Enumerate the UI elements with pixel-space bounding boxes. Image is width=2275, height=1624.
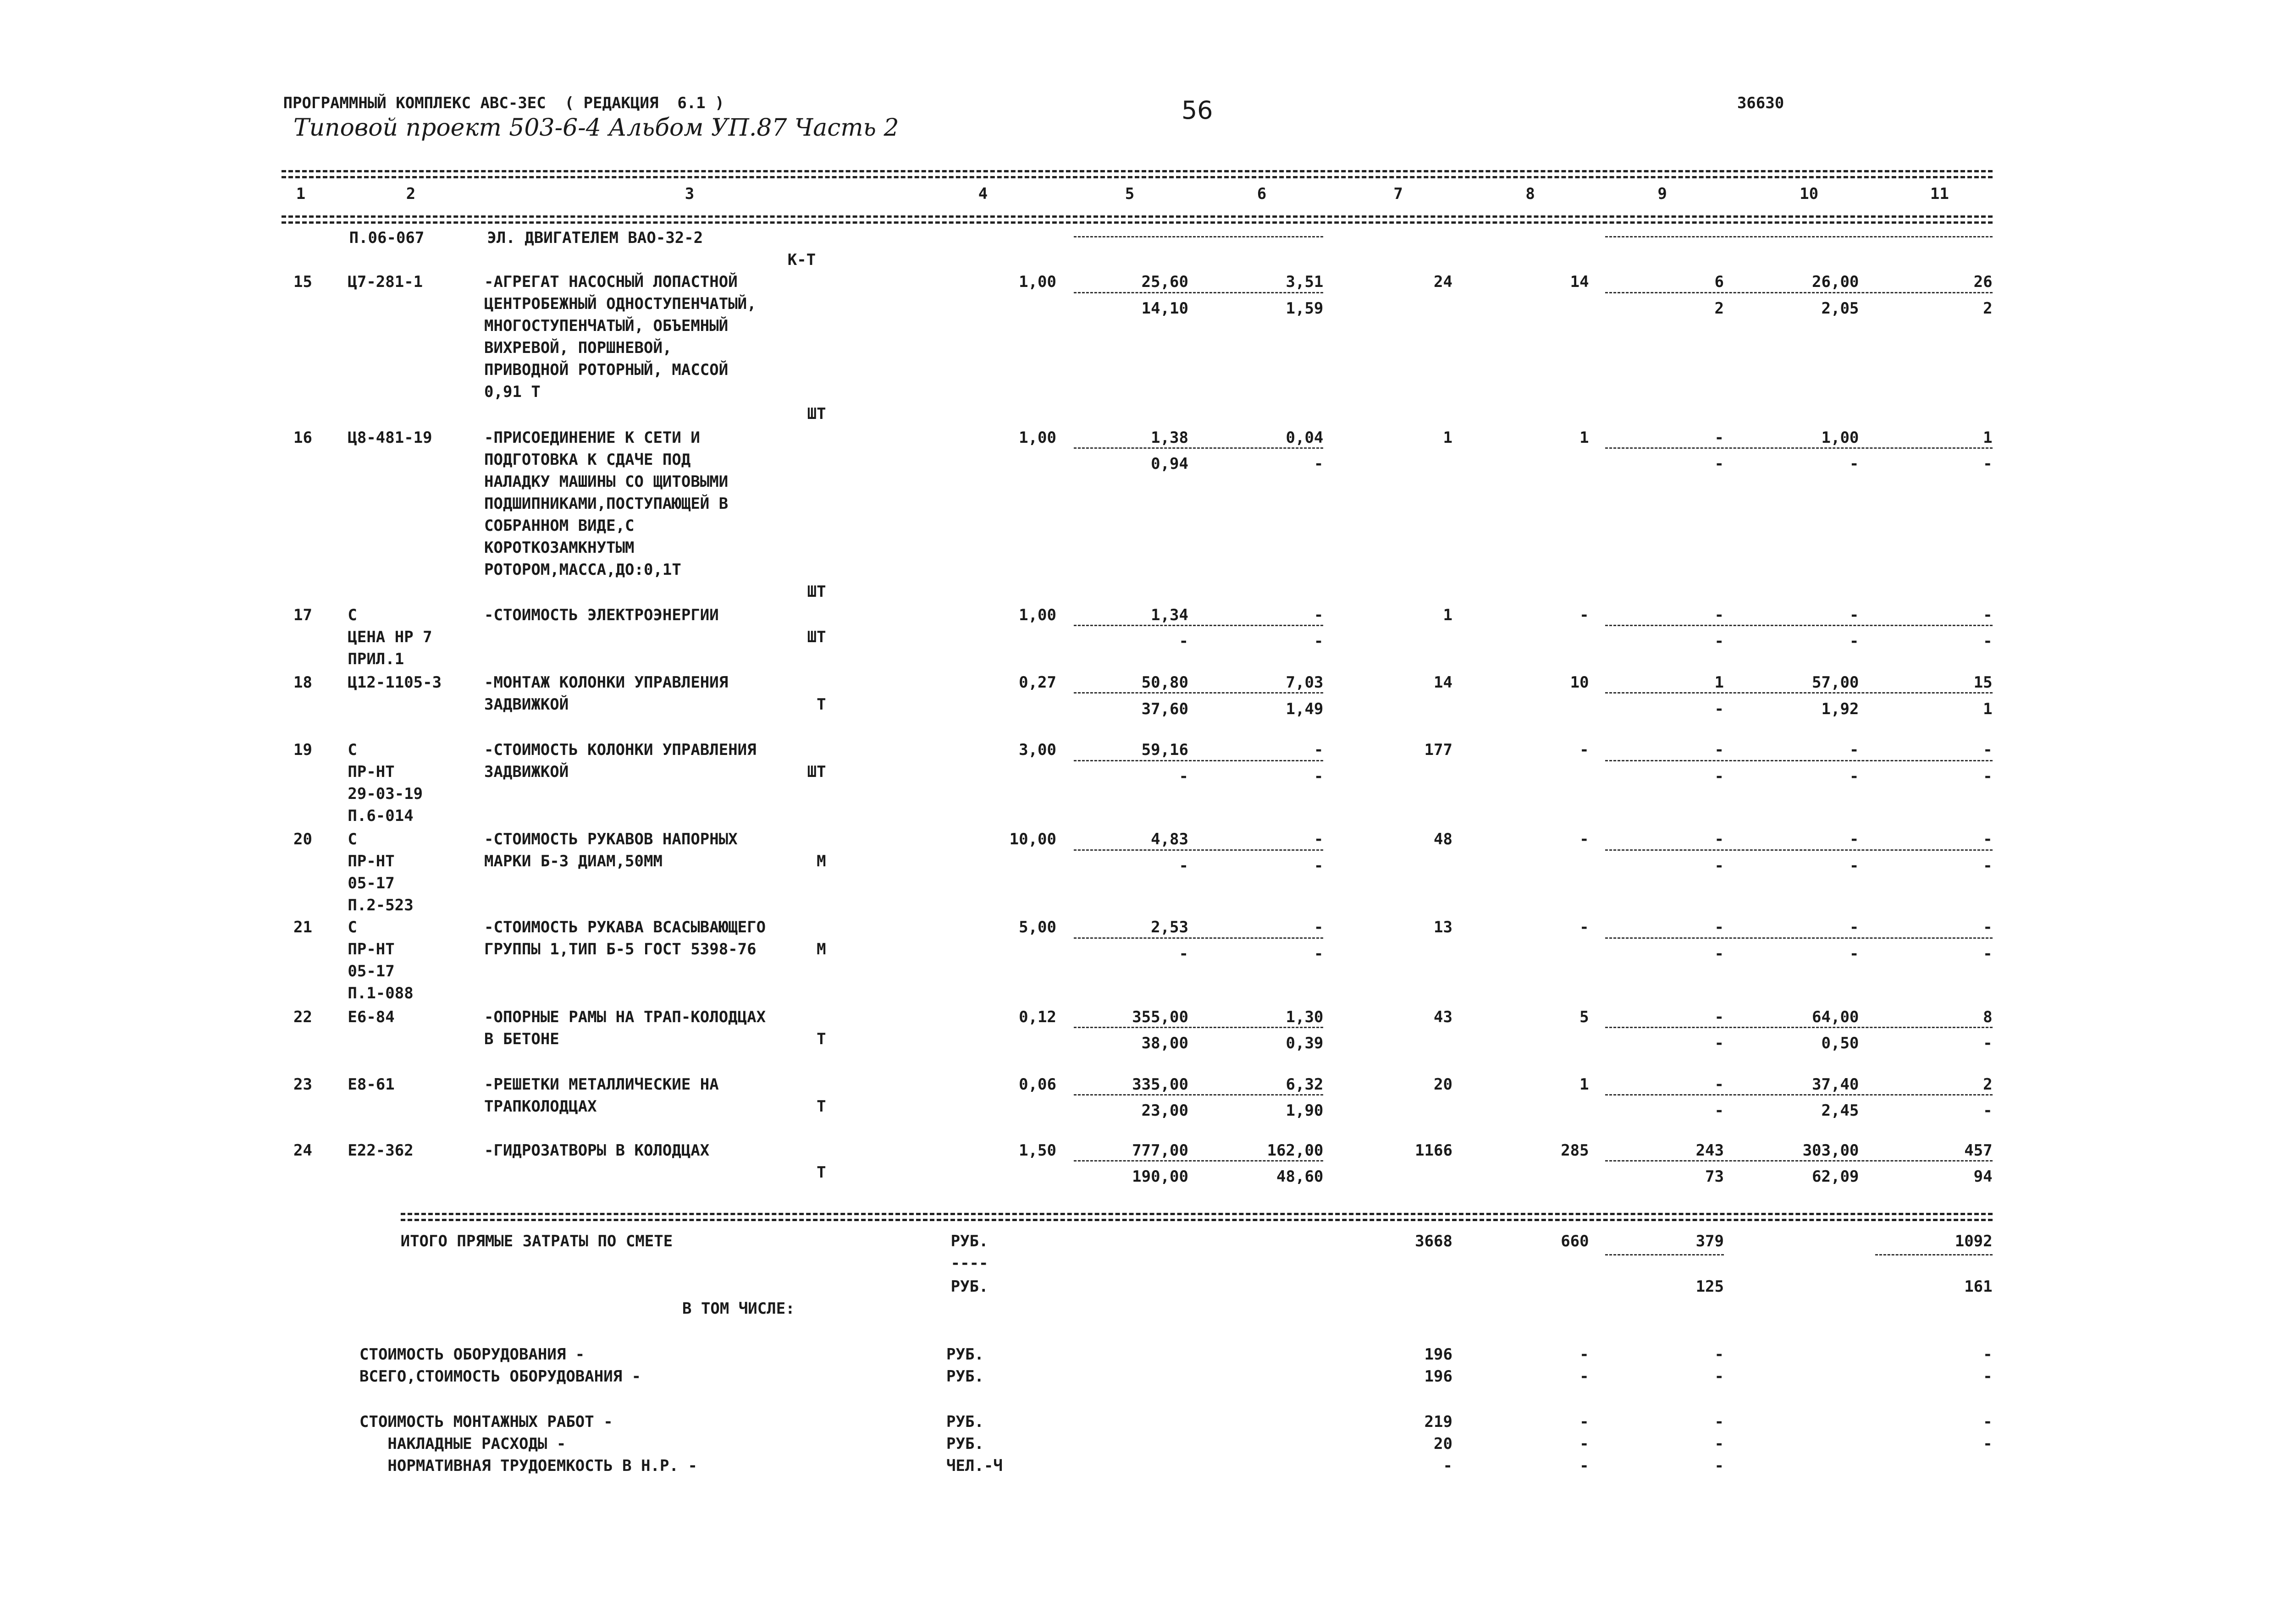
column-header-9: 9 [1657,185,1667,204]
summary-line-wage: - [1579,1367,1589,1386]
row-description: 0,91 Т [484,383,541,402]
row-labor-total-sub: - [1983,945,1993,963]
row-labor-unit: 26,00 [1812,273,1859,292]
row-unit-wage: - [1314,606,1324,624]
row-unit-cost-sub: 190,00 [1132,1167,1188,1186]
row-description: ГРУППЫ 1,ТИП Б-5 ГОСТ 5398-76 [484,940,756,959]
row-number: 16 [293,428,312,447]
row-labor-unit: - [1849,606,1859,624]
row-labor-unit: 57,00 [1812,673,1859,692]
row-code: ПР-НТ [348,852,395,871]
row-quantity: 1,50 [1019,1141,1056,1160]
row-machine-cost-sub: - [1714,767,1724,786]
row-sub-rule-2 [1605,292,1993,293]
row-unit-cost-sub: 14,10 [1141,299,1188,318]
row-unit-wage: 162,00 [1267,1141,1324,1160]
row-sub-rule [1074,849,1323,851]
row-unit-cost: 777,00 [1132,1141,1188,1160]
row-unit-cost: 1,34 [1151,606,1188,624]
row-unit: ШТ [807,405,826,424]
subtotal-machine: 125 [1695,1277,1724,1296]
row-unit: Т [817,695,826,714]
row-description: ПРИВОДНОЙ РОТОРНЫЙ, МАССОЙ [484,361,729,380]
row-code: ЦЕНА НР 7 [348,628,432,646]
row-labor-unit: 303,00 [1802,1141,1859,1160]
summary-rule-2 [401,1219,1993,1221]
row-total-wage: 285 [1561,1141,1589,1160]
row-machine-cost: 6 [1714,273,1724,292]
row-machine-cost-sub: - [1714,699,1724,718]
row-unit-cost: 50,80 [1141,673,1188,692]
summary-line-label: НАКЛАДНЫЕ РАСХОДЫ - [359,1434,566,1453]
row-unit-wage-sub: - [1314,857,1324,875]
summary-line-labor: - [1983,1412,1993,1431]
row-number: 19 [293,741,312,760]
row-labor-total: 26 [1973,273,1993,292]
row-total-wage: 5 [1579,1007,1589,1026]
row-sub-rule [1074,447,1323,449]
row-unit-wage: - [1314,741,1324,760]
summary-line-machine: - [1714,1367,1724,1386]
row-unit-cost: 2,53 [1151,918,1188,937]
total-cost: 3668 [1415,1232,1452,1251]
summary-line-wage: - [1579,1345,1589,1364]
row-unit: ШТ [807,628,826,646]
summary-line-unit: РУБ. [946,1367,984,1386]
row-unit-wage-sub: - [1314,632,1324,651]
total-sub-rule [1605,1254,1724,1255]
row-machine-cost-sub: 73 [1705,1167,1724,1186]
row-description: -МОНТАЖ КОЛОНКИ УПРАВЛЕНИЯ [484,673,729,692]
row-labor-unit-sub: - [1849,767,1859,786]
summary-line-labor: - [1983,1367,1993,1386]
column-header-5: 5 [1125,185,1135,204]
row-unit-wage: - [1314,918,1324,937]
row-labor-total: 15 [1973,673,1993,692]
row-sub-rule-2 [1605,625,1993,626]
row-total-cost: 1 [1443,606,1452,624]
row-description: РОТОРОМ,МАССА,ДО:0,1Т [484,560,681,579]
row-code: С [348,741,357,760]
row-code: ПРИЛ.1 [348,650,404,668]
summary-line-unit: РУБ. [946,1412,984,1431]
row-unit-wage-sub: 0,39 [1286,1034,1324,1053]
row-labor-total: - [1983,741,1993,760]
header-rule [282,215,1992,218]
row-labor-total: - [1983,918,1993,937]
row-sub-rule-2 [1605,849,1993,851]
row-total-wage: - [1579,606,1589,624]
row-labor-unit-sub: - [1849,945,1859,963]
row-machine-cost-sub: - [1714,1101,1724,1120]
row-labor-total: 457 [1964,1141,1993,1160]
row-total-cost: 48 [1434,830,1452,849]
row-labor-unit: 37,40 [1812,1075,1859,1094]
row-sub-rule-2 [1605,760,1993,761]
row-quantity: 3,00 [1019,741,1056,760]
row-number: 24 [293,1141,312,1160]
row-labor-unit: - [1849,741,1859,760]
row-code: П.6-014 [348,807,414,826]
top-rule-2 [282,176,1992,178]
continuation-desc: ЭЛ. ДВИГАТЕЛЕМ ВАО-32-2 [487,229,703,248]
column-header-4: 4 [978,185,988,204]
column-header-8: 8 [1525,185,1535,204]
row-description: ПОДГОТОВКА К СДАЧЕ ПОД [484,450,691,469]
row-unit-cost-sub: 23,00 [1141,1101,1188,1120]
row-machine-cost: - [1714,428,1724,447]
row-code: С [348,606,357,624]
row-labor-total-sub: - [1983,1034,1993,1053]
row-description: ЗАДВИЖКОЙ [484,695,569,714]
row-total-wage: 14 [1570,273,1589,292]
row-description: КОРОТКОЗАМКНУТЫМ [484,538,635,557]
total-machine: 379 [1695,1232,1724,1251]
row-labor-unit-sub: 62,09 [1812,1167,1859,1186]
row-code: С [348,918,357,937]
row-sub-rule [1074,1160,1323,1162]
row-sub-rule [1074,692,1323,694]
summary-line-wage: - [1579,1434,1589,1453]
summary-line-machine: - [1714,1345,1724,1364]
top-rule [282,170,1992,172]
continuation-rule [1074,236,1323,237]
row-description: МАРКИ Б-3 ДИАМ,50ММ [484,852,663,871]
column-header-3: 3 [685,185,695,204]
row-sub-rule-2 [1605,937,1993,939]
row-description: ЦЕНТРОБЕЖНЫЙ ОДНОСТУПЕНЧАТЫЙ, [484,295,756,314]
row-unit-cost-sub: 38,00 [1141,1034,1188,1053]
row-unit-wage-sub: 1,90 [1286,1101,1324,1120]
row-unit-wage: 1,30 [1286,1007,1324,1026]
row-unit-cost: 1,38 [1151,428,1188,447]
summary-line-cost: 196 [1424,1345,1452,1364]
summary-rule [401,1213,1993,1215]
project-title: Типовой проект 503-6-4 Альбом УП.87 Часть 2 [293,114,899,142]
row-sub-rule-2 [1605,1027,1993,1028]
summary-line-labor: - [1983,1345,1993,1364]
summary-line-unit: РУБ. [946,1434,984,1453]
row-code: П.1-088 [348,984,414,1003]
row-machine-cost: 1 [1714,673,1724,692]
row-labor-total-sub: - [1983,455,1993,473]
row-code: Ц12-1105-3 [348,673,442,692]
row-total-wage: - [1579,741,1589,760]
row-machine-cost-sub: - [1714,945,1724,963]
row-description: -АГРЕГАТ НАСОСНЫЙ ЛОПАСТНОЙ [484,273,738,292]
row-labor-unit: - [1849,830,1859,849]
row-unit: М [817,940,826,959]
column-header-11: 11 [1930,185,1949,204]
row-code: ПР-НТ [348,940,395,959]
row-labor-unit-sub: 1,92 [1821,699,1859,718]
row-code: 05-17 [348,874,395,893]
summary-line-cost: 219 [1424,1412,1452,1431]
row-description: СОБРАННОМ ВИДЕ,С [484,516,635,535]
summary-line-machine: - [1714,1412,1724,1431]
row-sub-rule-2 [1605,1160,1993,1162]
row-machine-cost: - [1714,1075,1724,1094]
row-unit: ШТ [807,763,826,782]
row-labor-total-sub: - [1983,767,1993,786]
row-labor-unit-sub: 0,50 [1821,1034,1859,1053]
row-description: В БЕТОНЕ [484,1029,559,1048]
row-number: 15 [293,273,312,292]
total-unit-dash: ---- [950,1254,988,1273]
row-sub-rule-2 [1605,692,1993,694]
row-labor-total-sub: - [1983,632,1993,651]
row-unit-cost-sub: 0,94 [1151,455,1188,473]
row-machine-cost-sub: - [1714,632,1724,651]
row-number: 20 [293,830,312,849]
row-machine-cost: - [1714,606,1724,624]
document-number: 36630 [1737,94,1784,112]
row-labor-unit-sub: - [1849,455,1859,473]
row-unit-wage-sub: - [1314,767,1324,786]
summary-line-machine: - [1714,1456,1724,1475]
row-machine-cost-sub: - [1714,1034,1724,1053]
summary-line-label: СТОИМОСТЬ МОНТАЖНЫХ РАБОТ - [359,1412,613,1431]
row-code: С [348,830,357,849]
summary-line-labor: - [1983,1434,1993,1453]
row-labor-unit: - [1849,918,1859,937]
row-machine-cost: - [1714,918,1724,937]
row-quantity: 10,00 [1009,830,1056,849]
row-number: 18 [293,673,312,692]
row-description: -СТОИМОСТЬ РУКАВОВ НАПОРНЫХ [484,830,738,849]
row-code: 05-17 [348,962,395,981]
column-header-7: 7 [1393,185,1403,204]
including-label: В ТОМ ЧИСЛЕ: [682,1299,795,1318]
row-labor-total: 8 [1983,1007,1993,1026]
program-title: ПРОГРАММНЫЙ КОМПЛЕКС АВС-ЗЕС ( РЕДАКЦИЯ 6.1 ) [283,94,724,112]
row-machine-cost: - [1714,1007,1724,1026]
row-quantity: 1,00 [1019,606,1056,624]
row-labor-total-sub: 1 [1983,699,1993,718]
row-sub-rule-2 [1605,447,1993,449]
row-labor-unit-sub: 2,05 [1821,299,1859,318]
row-labor-unit: 1,00 [1821,428,1859,447]
row-total-wage: - [1579,918,1589,937]
row-sub-rule [1074,292,1323,293]
row-unit-wage: - [1314,830,1324,849]
row-sub-rule [1074,937,1323,939]
row-code: Ц7-281-1 [348,273,423,292]
row-labor-total-sub: 2 [1983,299,1993,318]
row-unit-cost-sub: - [1179,945,1188,963]
row-description: -СТОИМОСТЬ ЭЛЕКТРОЭНЕРГИИ [484,606,719,624]
row-unit: Т [817,1097,826,1116]
row-description: -РЕШЕТКИ МЕТАЛЛИЧЕСКИЕ НА [484,1075,719,1094]
row-total-cost: 24 [1434,273,1452,292]
row-sub-rule-2 [1605,1094,1993,1096]
row-description: НАЛАДКУ МАШИНЫ СО ЩИТОВЫМИ [484,472,729,491]
row-sub-rule [1074,760,1323,761]
column-header-1: 1 [296,185,306,204]
row-code: Е22-362 [348,1141,414,1160]
row-machine-cost: - [1714,741,1724,760]
row-unit-cost-sub: - [1179,767,1188,786]
row-labor-total-sub: - [1983,1101,1993,1120]
row-unit-cost: 355,00 [1132,1007,1188,1026]
row-total-cost: 20 [1434,1075,1452,1094]
row-quantity: 0,27 [1019,673,1056,692]
total-unit: РУБ. [950,1232,988,1251]
row-number: 23 [293,1075,312,1094]
row-description: -СТОИМОСТЬ РУКАВА ВСАСЫВАЮЩЕГО [484,918,766,937]
row-unit-wage-sub: - [1314,945,1324,963]
summary-line-cost: - [1443,1456,1452,1475]
subtotal-unit: РУБ. [950,1277,988,1296]
row-total-cost: 1166 [1415,1141,1452,1160]
row-unit-wage: 3,51 [1286,273,1324,292]
page-number: 56 [1181,96,1213,125]
row-unit-cost-sub: 37,60 [1141,699,1188,718]
row-labor-total-sub: 94 [1973,1167,1993,1186]
row-unit-wage-sub: - [1314,455,1324,473]
row-code: Е8-61 [348,1075,395,1094]
row-unit-wage-sub: 48,60 [1276,1167,1324,1186]
total-labor: 1092 [1955,1232,1993,1251]
summary-line-wage: - [1579,1456,1589,1475]
row-sub-rule [1074,1094,1323,1096]
total-wage: 660 [1561,1232,1589,1251]
row-quantity: 1,00 [1019,273,1056,292]
row-unit-wage-sub: 1,59 [1286,299,1324,318]
row-machine-cost-sub: - [1714,857,1724,875]
row-unit-cost-sub: - [1179,632,1188,651]
row-total-wage: 10 [1570,673,1589,692]
column-header-2: 2 [406,185,416,204]
row-quantity: 0,06 [1019,1075,1056,1094]
row-quantity: 1,00 [1019,428,1056,447]
row-machine-cost: - [1714,830,1724,849]
row-labor-unit-sub: - [1849,632,1859,651]
row-code: ПР-НТ [348,763,395,782]
row-labor-unit-sub: 2,45 [1821,1101,1859,1120]
row-unit-cost: 4,83 [1151,830,1188,849]
row-number: 22 [293,1007,312,1026]
row-unit-wage: 0,04 [1286,428,1324,447]
row-machine-cost-sub: 2 [1714,299,1724,318]
row-labor-unit: 64,00 [1812,1007,1859,1026]
row-code: П.2-523 [348,896,414,915]
column-header-6: 6 [1257,185,1267,204]
row-description: -ГИДРОЗАТВОРЫ В КОЛОДЦАХ [484,1141,710,1160]
row-description: МНОГОСТУПЕНЧАТЫЙ, ОБЪЕМНЫЙ [484,317,729,336]
summary-line-machine: - [1714,1434,1724,1453]
row-description: ТРАПКОЛОДЦАХ [484,1097,597,1116]
row-total-wage: 1 [1579,428,1589,447]
row-unit: Т [817,1163,826,1182]
row-code: 29-03-19 [348,785,423,804]
total-label: ИТОГО ПРЯМЫЕ ЗАТРАТЫ ПО СМЕТЕ [400,1232,673,1251]
row-labor-total-sub: - [1983,857,1993,875]
row-unit-wage: 6,32 [1286,1075,1324,1094]
row-total-wage: - [1579,830,1589,849]
row-total-cost: 14 [1434,673,1452,692]
column-header-10: 10 [1800,185,1819,204]
row-machine-cost-sub: - [1714,455,1724,473]
continuation-unit: К-Т [787,251,816,270]
summary-line-cost: 20 [1434,1434,1452,1453]
row-machine-cost: 243 [1695,1141,1724,1160]
summary-line-unit: РУБ. [946,1345,984,1364]
row-unit-wage: 7,03 [1286,673,1324,692]
row-unit: М [817,852,826,871]
row-total-cost: 13 [1434,918,1452,937]
row-quantity: 5,00 [1019,918,1056,937]
row-number: 17 [293,606,312,624]
row-description: -СТОИМОСТЬ КОЛОНКИ УПРАВЛЕНИЯ [484,741,756,760]
summary-line-wage: - [1579,1412,1589,1431]
row-sub-rule [1074,1027,1323,1028]
row-unit: ШТ [807,582,826,601]
continuation-rule-2 [1605,236,1993,237]
row-description: ЗАДВИЖКОЙ [484,763,569,782]
row-total-cost: 43 [1434,1007,1452,1026]
row-sub-rule [1074,625,1323,626]
row-quantity: 0,12 [1019,1007,1056,1026]
summary-line-label: ВСЕГО,СТОИМОСТЬ ОБОРУДОВАНИЯ - [359,1367,641,1386]
row-description: ПОДШИПНИКАМИ,ПОСТУПАЮЩЕЙ В [484,494,729,513]
row-labor-total: - [1983,830,1993,849]
summary-line-label: НОРМАТИВНАЯ ТРУДОЕМКОСТЬ В Н.Р. - [359,1456,697,1475]
row-unit-wage-sub: 1,49 [1286,699,1324,718]
row-unit-cost: 335,00 [1132,1075,1188,1094]
row-labor-total: 1 [1983,428,1993,447]
row-description: ВИХРЕВОЙ, ПОРШНЕВОЙ, [484,339,672,358]
row-code: Ц8-481-19 [348,428,432,447]
row-code: Е6-84 [348,1007,395,1026]
summary-line-label: СТОИМОСТЬ ОБОРУДОВАНИЯ - [359,1345,585,1364]
row-total-wage: 1 [1579,1075,1589,1094]
row-description: -ПРИСОЕДИНЕНИЕ К СЕТИ И [484,428,700,447]
subtotal-labor: 161 [1964,1277,1993,1296]
row-unit-cost: 59,16 [1141,741,1188,760]
row-description: -ОПОРНЫЕ РАМЫ НА ТРАП-КОЛОДЦАХ [484,1007,766,1026]
row-unit-cost: 25,60 [1141,273,1188,292]
row-unit-cost-sub: - [1179,857,1188,875]
row-total-cost: 177 [1424,741,1452,760]
row-labor-total: - [1983,606,1993,624]
row-total-cost: 1 [1443,428,1452,447]
row-number: 21 [293,918,312,937]
header-rule-2 [282,221,1992,224]
total-sub-rule-2 [1875,1254,1993,1255]
summary-line-cost: 196 [1424,1367,1452,1386]
summary-line-unit: ЧЕЛ.-Ч [946,1456,1003,1475]
row-labor-unit-sub: - [1849,857,1859,875]
continuation-code: П.06-067 [349,229,425,248]
row-labor-total: 2 [1983,1075,1993,1094]
row-unit: Т [817,1029,826,1048]
